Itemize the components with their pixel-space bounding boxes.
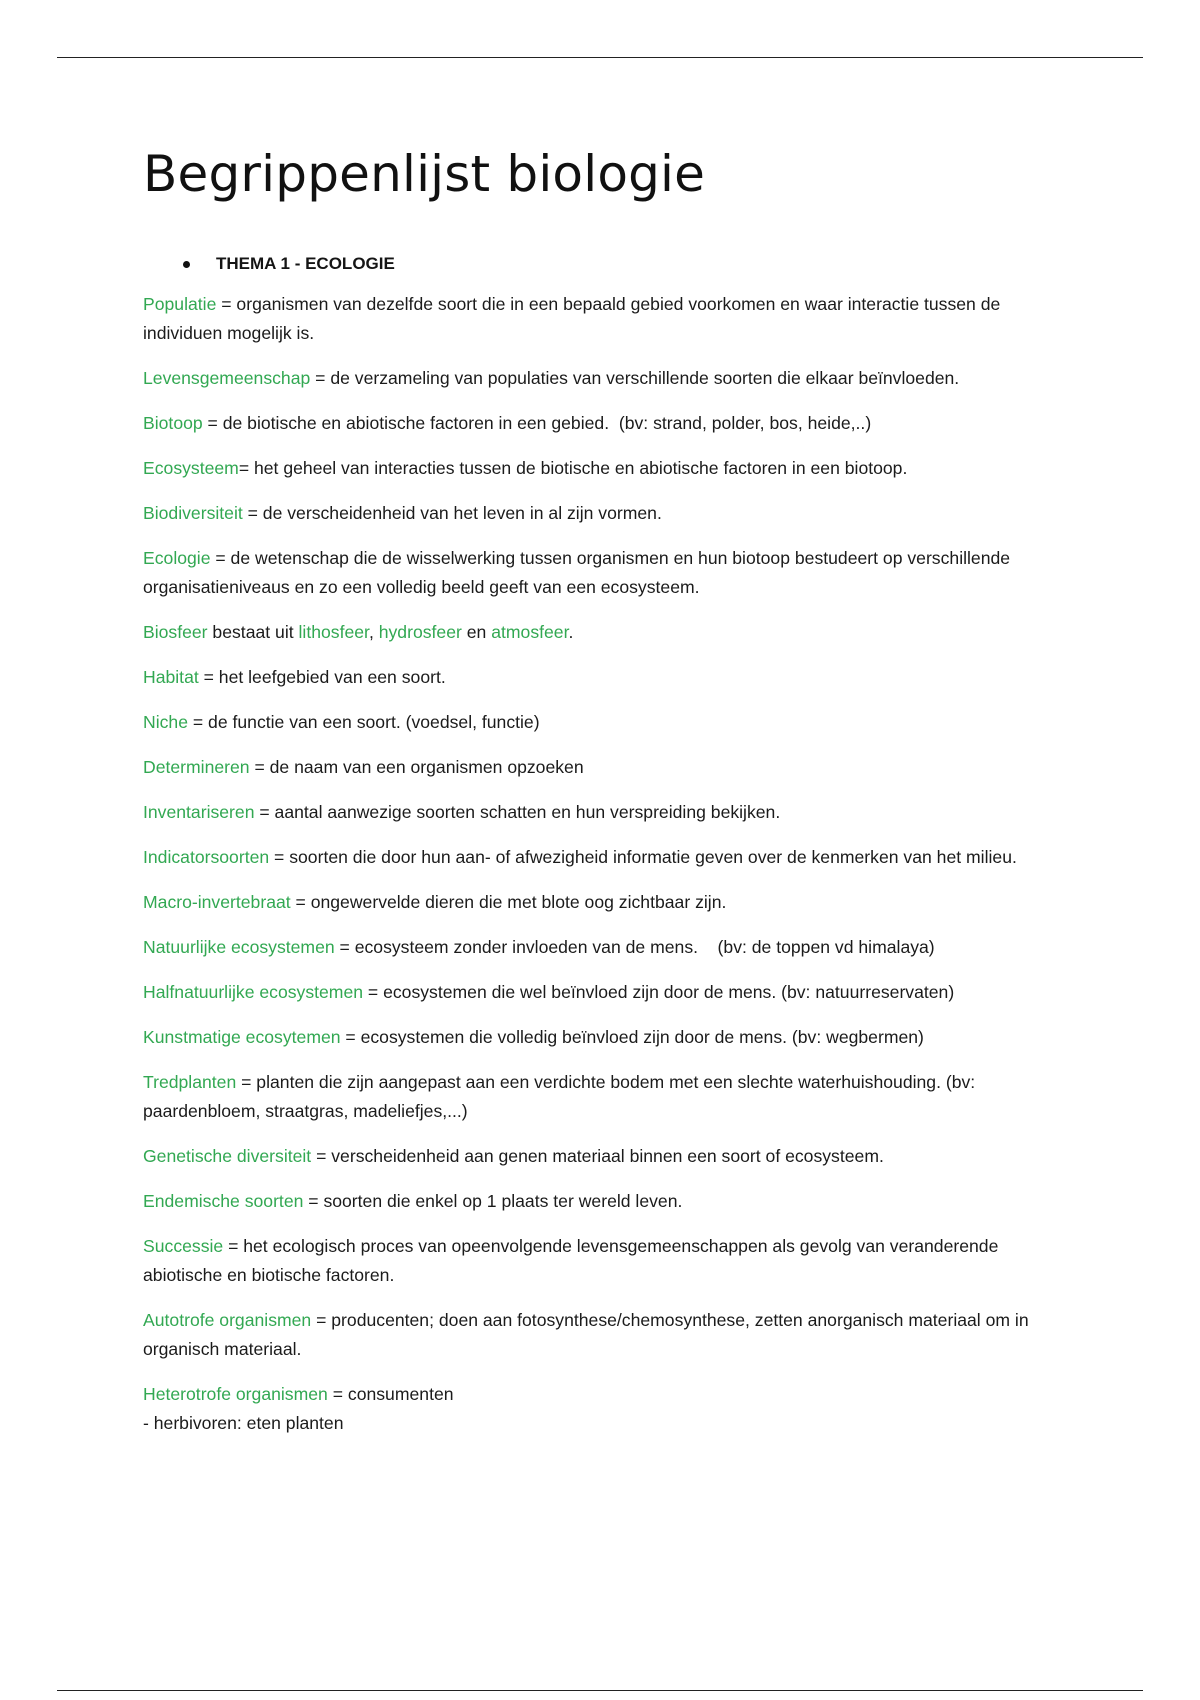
definition: = soorten die door hun aan- of afwezigheid informatie geven over de kenmerken van het milieu. <box>269 847 1017 867</box>
term: Habitat <box>143 667 199 687</box>
definition: = planten die zijn aangepast aan een verdichte bodem met een slechte waterhuishouding. (bv: paardenbloem, straatgras, madeliefjes,...) <box>143 1072 976 1121</box>
term: Autotrofe organismen <box>143 1310 312 1330</box>
term-hydrosfeer: hydrosfeer <box>378 622 462 642</box>
definition: = de biotische en abiotische factoren in een gebied. (bv: strand, polder, bos, heide,..) <box>202 413 872 433</box>
term: Niche <box>143 712 188 732</box>
entry-ecologie <box>143 544 1073 602</box>
term: Natuurlijke ecosystemen <box>143 937 335 957</box>
definition: = ecosysteem zonder invloeden van de mens. (bv: de toppen vd himalaya) <box>334 937 935 957</box>
document-body <box>143 138 1073 1454</box>
entry-indicatorsoorten <box>143 843 1073 872</box>
term: Halfnatuurlijke ecosystemen <box>143 982 364 1002</box>
entry-populatie <box>143 290 1073 348</box>
term: Biosfeer <box>143 622 208 642</box>
entry-heterotrofe-organismen <box>143 1380 1073 1438</box>
term: Ecologie <box>143 548 211 568</box>
top-rule <box>57 57 1143 58</box>
entry-habitat <box>143 663 1073 692</box>
definition-line-2: - herbivoren: eten planten <box>143 1413 344 1433</box>
entry-successie <box>143 1232 1073 1290</box>
bottom-rule <box>57 1690 1143 1691</box>
term-atmosfeer: atmosfeer <box>491 622 569 642</box>
definition: = producenten; doen aan fotosynthese/chemosynthese, zetten anorganisch materiaal om in organisch materiaal. <box>143 1310 1029 1359</box>
entry-ecosysteem <box>143 454 1073 483</box>
entry-biosfeer <box>143 618 1073 647</box>
entry-niche <box>143 708 1073 737</box>
entry-endemische-soorten <box>143 1187 1073 1216</box>
definition: = het geheel van interacties tussen de biotische en abiotische factoren in een biotoop. <box>238 458 908 478</box>
term-lithosfeer: lithosfeer <box>298 622 369 642</box>
definition: = ecosystemen die wel beïnvloed zijn door de mens. (bv: natuurreservaten) <box>363 982 955 1002</box>
entry-genetische-diversiteit <box>143 1142 1073 1171</box>
definition: = het ecologisch proces van opeenvolgende levensgemeenschappen als gevolg van veranderende abiotische en biotische factoren. <box>143 1236 999 1285</box>
term: Biodiversiteit <box>143 503 243 523</box>
term: Levensgemeenschap <box>143 368 311 388</box>
separator: en <box>461 622 492 642</box>
definition: = de naam van een organismen opzoeken <box>249 757 584 777</box>
term: Kunstmatige ecosytemen <box>143 1027 341 1047</box>
period: . <box>568 622 574 642</box>
definition: = ecosystemen die volledig beïnvloed zijn door de mens. (bv: wegbermen) <box>340 1027 924 1047</box>
term: Successie <box>143 1236 224 1256</box>
term: Indicatorsoorten <box>143 847 270 867</box>
definition: = verscheidenheid aan genen materiaal binnen een soort of ecosysteem. <box>311 1146 884 1166</box>
definition: = consumenten <box>327 1384 454 1404</box>
bullet-icon <box>183 261 190 268</box>
entry-biotoop <box>143 409 1073 438</box>
term: Inventariseren <box>143 802 255 822</box>
definition: = de functie van een soort. (voedsel, functie) <box>187 712 540 732</box>
definition: = aantal aanwezige soorten schatten en hun verspreiding bekijken. <box>254 802 781 822</box>
entry-natuurlijke-ecosystemen <box>143 933 1073 962</box>
definition: = organismen van dezelfde soort die in een bepaald gebied voorkomen en waar interactie tussen de individuen mogelijk is. <box>143 294 1001 343</box>
entry-levensgemeenschap <box>143 364 1073 393</box>
page-title: Begrippenlijst biologie <box>143 145 706 203</box>
entry-kunstmatige-ecosytemen <box>143 1023 1073 1052</box>
definition: = de verscheidenheid van het leven in al zijn vormen. <box>242 503 662 523</box>
theme-heading-label: THEMA 1 - ECOLOGIE <box>216 254 395 273</box>
definition: bestaat uit <box>207 622 299 642</box>
entry-autotrofe-organismen <box>143 1306 1073 1364</box>
term: Ecosysteem <box>143 458 239 478</box>
entry-macro-invertebraat <box>143 888 1073 917</box>
definition: = de verzameling van populaties van verschillende soorten die elkaar beïnvloeden. <box>310 368 960 388</box>
entry-halfnatuurlijke-ecosystemen <box>143 978 1073 1007</box>
term: Populatie <box>143 294 217 314</box>
separator: , <box>368 622 379 642</box>
term: Tredplanten <box>143 1072 237 1092</box>
term: Determineren <box>143 757 250 777</box>
term: Macro-invertebraat <box>143 892 291 912</box>
term: Heterotrofe organismen <box>143 1384 328 1404</box>
definition: = de wetenschap die de wisselwerking tussen organismen en hun biotoop bestudeert op verschillende organisatieniveaus en zo een volledig beeld geeft van een ecosysteem. <box>143 548 1011 597</box>
entry-biodiversiteit <box>143 499 1073 528</box>
entry-tredplanten <box>143 1068 1073 1126</box>
definition: = soorten die enkel op 1 plaats ter wereld leven. <box>303 1191 683 1211</box>
term: Genetische diversiteit <box>143 1146 312 1166</box>
entry-inventariseren <box>143 798 1073 827</box>
definition: = het leefgebied van een soort. <box>198 667 446 687</box>
term: Biotoop <box>143 413 203 433</box>
theme-heading <box>183 252 1073 276</box>
definition: = ongewervelde dieren die met blote oog zichtbaar zijn. <box>290 892 727 912</box>
term: Endemische soorten <box>143 1191 304 1211</box>
entry-determineren <box>143 753 1073 782</box>
